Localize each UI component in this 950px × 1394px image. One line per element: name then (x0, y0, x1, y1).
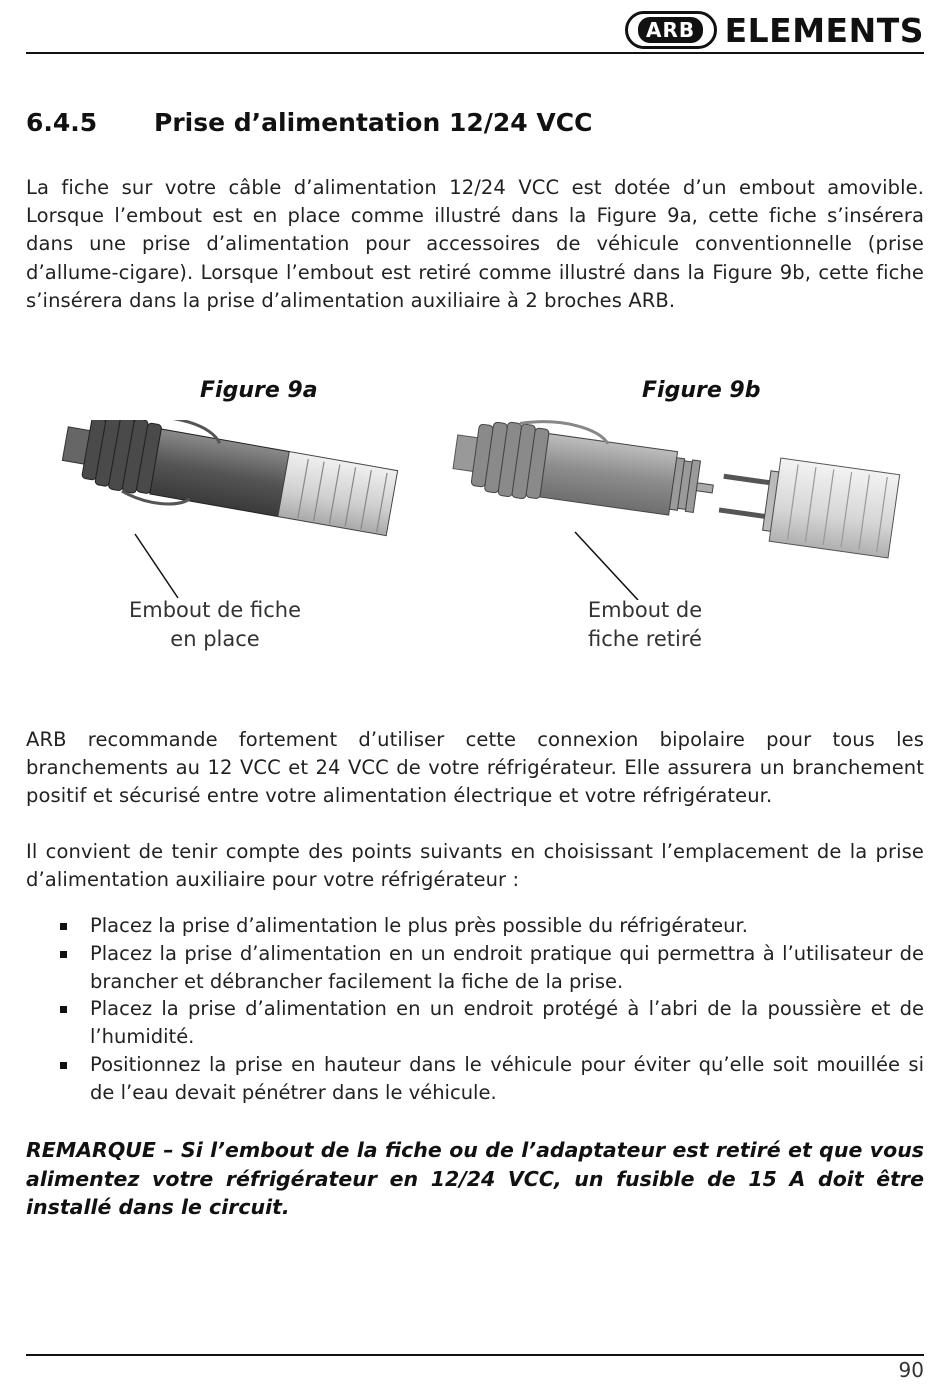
square-bullet-icon (60, 923, 67, 930)
section-title: Prise d’alimentation 12/24 VCC (154, 108, 593, 137)
page-number: 90 (898, 1358, 924, 1382)
list-item (26, 912, 924, 940)
intro-paragraph: La fiche sur votre câble d’alimentation 12/24 VCC est dotée d’un embout amovible. Lorsque l’embout est en place comme illustré dans la Figure 9a, cette fiche s’insérera dans une prise d’alimentation pour accessoires de véhicule conventionnelle (prise d’allume-cigare). Lorsque l’embout est retiré comme illustré dans la Figure 9b, cette fiche s’insérera dans la prise d’alimentation auxiliaire à 2 broches ARB. (26, 176, 924, 312)
figure-9b-label (560, 596, 730, 654)
list-item (26, 1051, 924, 1107)
list-item-text: Placez la prise d’alimentation en un endroit protégé à l’abri de la poussière et de l’humidité. (90, 997, 924, 1049)
figure-9b-caption: Figure 9b (642, 378, 761, 403)
arb-logo (625, 11, 717, 49)
brand-header (625, 8, 924, 52)
list-item (26, 940, 924, 996)
remark-note: REMARQUE – Si l’embout de la fiche ou de l’adaptateur est retiré et que vous alimentez votre réfrigérateur en 12/24 VCC, un fusible de 15 A doit être installé dans le circuit. (26, 1138, 924, 1219)
footer-divider (26, 1354, 924, 1356)
list-item-text: Positionnez la prise en hauteur dans le véhicule pour éviter qu’elle soit mouillée si de l’eau devait pénétrer dans le véhicule. (90, 1052, 924, 1104)
square-bullet-icon (60, 1006, 67, 1013)
placement-bullet-list (26, 912, 924, 1107)
figure-9a-label (115, 596, 315, 654)
figure-9b-plug-illustration (440, 420, 920, 600)
figure-9a-label-line2: en place (170, 627, 260, 651)
header-divider (26, 52, 924, 54)
figure-9b-label-line2: fiche retiré (588, 627, 702, 651)
list-item-text: Placez la prise d’alimentation le plus près possible du réfrigérateur. (90, 914, 748, 937)
placement-intro-paragraph: Il convient de tenir compte des points suivants en choisissant l’emplacement de la prise d’alimentation auxiliaire pour votre réfrigérateur : (26, 840, 924, 892)
list-item (26, 995, 924, 1051)
square-bullet-icon (60, 1062, 67, 1069)
brand-name: ELEMENTS (724, 10, 924, 50)
square-bullet-icon (60, 951, 67, 958)
figure-9a-label-line1: Embout de fiche (128, 598, 302, 622)
arb-logo-text: ARB (638, 17, 703, 43)
section-number: 6.4.5 (26, 108, 98, 137)
figure-9a-plug-illustration (50, 420, 420, 600)
section-heading (26, 108, 592, 137)
recommendation-paragraph: ARB recommande fortement d’utiliser cette connexion bipolaire pour tous les branchements au 12 VCC et 24 VCC de votre réfrigérateur. Elle assurera un branchement positif et sécurisé entre votre alimentation électrique et votre réfrigérateur. (26, 728, 924, 808)
figure-9a-caption: Figure 9a (200, 378, 318, 403)
list-item-text: Placez la prise d’alimentation en un endroit pratique qui permettra à l’utilisateur de brancher et débrancher facilement la fiche de la prise. (90, 941, 924, 993)
figure-9b-label-line1: Embout de (587, 598, 703, 622)
